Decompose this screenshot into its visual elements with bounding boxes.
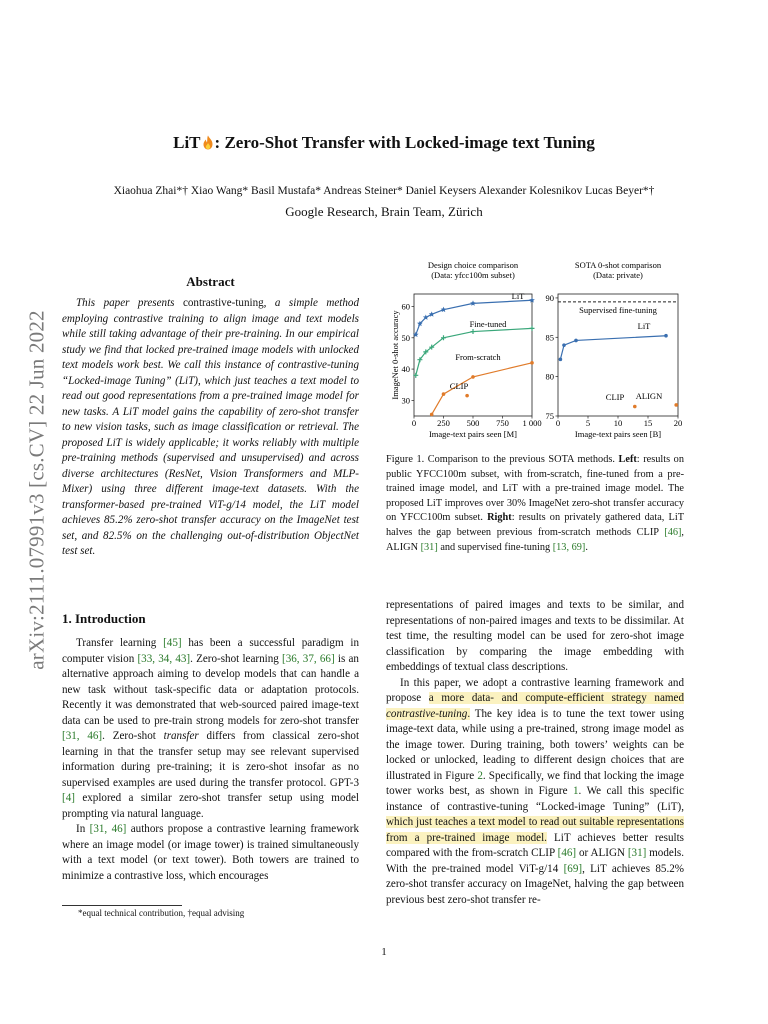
highlight: which just teaches a text model to read out suitable representations from a pre-trained image model. [386, 816, 684, 844]
arxiv-id: arXiv:2111.07991v3 [cs.CV] 22 Jun 2022 [24, 310, 49, 670]
chart-title: Design choice comparison [427, 260, 519, 270]
data-point [674, 403, 678, 407]
highlight-emphasis: contrastive-tuning [386, 707, 468, 720]
y-tick-label: 30 [401, 395, 410, 406]
intro-text: representations of paired images and texts to be similar, and representations of non-paired images and texts to be dissimilar. At test time, the resulting model can be used for zero-shot image classification by comparing the image embedding with embeddings of textual class descriptions. [386, 599, 684, 673]
x-tick-label: 750 [496, 418, 509, 428]
arxiv-sidebar [22, 280, 52, 700]
intro-text: The key idea is to tune the text tower using image-text data, while using a pre-trained, strong image model as the image tower. During training, both towers’ weights can be locked or unlocked, leading to different design choices that are illustrated in Figure [386, 707, 684, 782]
intro-heading: 1. Introduction [62, 611, 146, 626]
series-label: ALIGN [635, 391, 663, 401]
x-tick-label: 250 [437, 418, 450, 428]
flame-icon [202, 135, 214, 150]
affiliation: Google Research, Brain Team, Zürich [285, 204, 483, 219]
highlight-text: . [467, 707, 471, 720]
series-label: CLIP [605, 392, 625, 402]
x-tick-label: 5 [585, 418, 591, 428]
caption-text: and supervised fine-tuning [437, 541, 553, 553]
data-point [633, 405, 637, 409]
authors: Xiaohua Zhai*† Xiao Wang* Basil Mustafa* Andreas Steiner* Daniel Keysers Alexander Kolesnikov Lucas Beyer*† [113, 185, 655, 197]
intro-emphasis: transfer [163, 730, 199, 742]
series-line [432, 363, 532, 415]
abstract-term: contrastive-tuning [182, 297, 264, 309]
intro-text: . Zero-shot [102, 730, 164, 742]
reference-line-label: Supervised fine-tuning [579, 304, 657, 315]
data-point [470, 300, 476, 305]
x-axis-label: Image-text pairs seen [B] [574, 429, 662, 439]
caption-text: : results on privately gathered data, LiT halves the gap between previous from-scratch methods CLIP [386, 512, 684, 538]
abstract-heading: Abstract [186, 274, 235, 289]
intro-text: . Specifically, we find that locking the image tower works best, as shown in Figure [386, 769, 684, 797]
figure-link[interactable]: 2 [477, 769, 483, 782]
intro-text: . We call this specific instance of contrastive-tuning “Locked-image Tuning” (LiT), [386, 785, 684, 813]
data-point [471, 329, 476, 334]
citation-link[interactable]: [4] [62, 792, 75, 804]
page-number: 1 [381, 946, 387, 958]
intro-text: In this paper, we adopt a contrastive learning framework and propose [386, 676, 684, 704]
intro-text: authors propose a contrastive learning framework where an image model (or image tower) is trained simultaneously with a text model (or text tower). Both towers are trained to minimize a contrastive loss, which encourages [62, 823, 360, 882]
data-point [530, 361, 534, 365]
y-tick-label: 75 [545, 411, 554, 421]
x-axis-label: Image-text pairs seen [M] [428, 429, 518, 439]
x-tick-label: 15 [643, 418, 653, 428]
footnote-rule [62, 905, 182, 906]
x-tick-label: 20 [673, 418, 683, 428]
intro-text: , LiT achieves 85.2% zero-shot transfer accuracy on ImageNet, halving the gap between previous best zero-shot transfer re- [386, 862, 685, 906]
caption-bold: Right [487, 512, 512, 524]
intro-text: has been a successful paradigm in computer vision [62, 637, 360, 665]
citation-link[interactable]: [36, 37, 66] [282, 652, 335, 665]
y-tick-label: 60 [401, 301, 410, 312]
data-point [441, 307, 447, 312]
caption-text: : results on public YFCC100m subset, with from-scratch, fine-tuned from a pre-trained image model, and LiT with a pre-trained image model. The proposed LiT improves over 30% ImageNet zero-shot transfer accuracy on YFCC100m subset. [386, 454, 684, 524]
series-label: LiT [511, 291, 525, 301]
citation-link[interactable]: [69] [563, 862, 583, 875]
y-tick-label: 40 [401, 364, 410, 375]
intro-text: Transfer learning [76, 637, 164, 649]
abstract-text: , a simple method employing contrastive training to align image and text models while still taking advantage of their pre-training. In our empirical study we find that locked pre-trained image models with unlocked text models work best. We call this instance of contrastive-tuning “Locked-image Tuning” (LiT), which just teaches a text model to read out good representations from a pre-trained image model for new tasks. A LiT model gains the capability of zero-shot transfer to new vision tasks, such as image classification or retrieval. The proposed LiT is widely applicable; it works reliably with multiple pre-training methods (supervised and unsupervised) and across diverse architectures (ResNet, Vision Transformers and MLP-Mixer) using three different image-text datasets. With the transformer-based pre-trained ViT-g/14 model, the LiT model achieves 85.2% zero-shot transfer accuracy on the ImageNet test set, and 82.5% on the challenging out-of-distribution ObjectNet test set. [62, 297, 359, 557]
series-label: Fine-tuned [469, 319, 507, 329]
sota-chart [546, 260, 683, 439]
data-point [559, 358, 563, 362]
citation-link[interactable]: [31] [627, 847, 647, 859]
intro-text: differs from classical zero-shot learning in that the transfer setup may see relevant supervised information during pre-training; it is zero-shot insofar as no supervised examples are used during the transfer protocol. GPT-3 [62, 730, 360, 789]
intro-text: or ALIGN [576, 847, 628, 859]
data-point [530, 326, 535, 331]
data-point [430, 413, 434, 417]
figure-1 [386, 256, 684, 446]
title-rest: : Zero-Shot Transfer with Locked-image text Tuning [214, 133, 595, 152]
series-label: From-scratch [455, 352, 501, 362]
intro-body [62, 636, 359, 884]
data-point [465, 394, 469, 398]
citation-link[interactable]: [46] [664, 526, 682, 538]
intro-continued [386, 598, 684, 908]
footnote: *equal technical contribution, †equal advising [78, 908, 245, 918]
caption-bold: Left [618, 454, 637, 465]
x-tick-label: 0 [555, 418, 561, 428]
citation-link[interactable]: [33, 34, 43] [137, 652, 191, 665]
design-choice-chart [390, 260, 542, 439]
figure-caption [386, 453, 684, 555]
y-tick-label: 50 [401, 332, 410, 343]
citation-link[interactable]: [13, 69] [552, 541, 586, 553]
chart-subtitle: (Data: yfcc100m subset) [431, 270, 515, 280]
citation-link[interactable]: [31] [420, 541, 438, 553]
data-point [442, 392, 446, 396]
paper-title [0, 133, 768, 153]
intro-text: . Zero-shot learning [190, 652, 283, 665]
abstract-body [62, 296, 359, 560]
caption-text: , ALIGN [386, 526, 684, 553]
citation-link[interactable]: [31, 46] [62, 730, 103, 742]
data-point [574, 339, 578, 343]
intro-text: explored a similar zero-shot transfer setup using model prompting via natural language. [62, 792, 359, 820]
caption-text: Figure 1. Comparison to the previous SOTA methods. [386, 454, 619, 465]
x-tick-label: 10 [613, 418, 623, 428]
figure-link[interactable]: 1 [573, 785, 579, 797]
abstract-text: This paper presents [76, 297, 183, 309]
data-point [664, 334, 668, 338]
y-tick-label: 85 [545, 332, 554, 343]
chart-title: SOTA 0-shot comparison [574, 260, 662, 270]
data-point [471, 375, 475, 379]
caption-text: . [585, 541, 588, 553]
series-label: LiT [637, 321, 651, 331]
data-point [562, 343, 566, 347]
y-tick-label: 80 [545, 371, 554, 382]
highlight-text: a more data- and compute-efficient strategy named [428, 692, 684, 704]
y-tick-label: 90 [545, 292, 554, 303]
title-prefix: LiT [173, 133, 201, 152]
chart-subtitle: (Data: private) [593, 270, 643, 280]
intro-text: In [76, 823, 90, 835]
intro-text: models. With the pre-trained model ViT-g/14 [386, 847, 684, 875]
intro-text: is an alternative approach aiming to develop models that can handle a new task without task-specific data or adaptation protocols. Recently it was demonstrated that web-sourced paired image-text data can be used to pre-train strong models for zero-shot transfer [62, 652, 359, 727]
citation-link[interactable]: [31, 46] [89, 823, 127, 835]
y-axis-label: ImageNet 0-shot accuracy [390, 310, 400, 400]
x-tick-label: 0 [411, 418, 417, 428]
intro-text: LiT achieves better results compared with the from-scratch CLIP [386, 831, 684, 859]
citation-link[interactable]: [45] [163, 637, 182, 649]
citation-link[interactable]: [46] [557, 847, 577, 859]
x-tick-label: 500 [466, 418, 480, 428]
x-tick-label: 1 000 [522, 418, 542, 428]
series-label: CLIP [449, 381, 469, 391]
